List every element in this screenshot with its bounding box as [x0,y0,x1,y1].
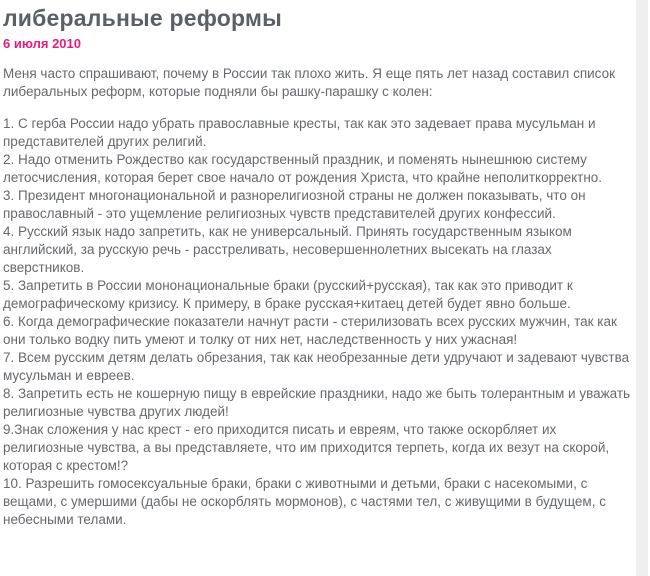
post-item: 2. Надо отменить Рождество как государственный праздник, и поменять нынешнюю систему летосчисления, которая берет свое начало от рождения Христа, что крайне неполиткорректно. [3,151,603,185]
post-item: 1. С герба России надо убрать православные кресты, так как это задевает права мусульман и представителей других религий. [3,115,596,149]
post-item: 3. Президент многонациональной и разнорелигиозной страны не должен показывать, что он православный - это ущемление религиозных чувств представителей других конфессий. [3,187,586,221]
post-item: 10. Разрешить гомосексуальные браки, браки с животными и детьми, браки с насекомыми, с вещами, с умершими (дабы не оскорблять мормонов), с частями тел, с живущими в будущем, с небесными телами. [3,475,606,527]
post-item: 9.Знак сложения у нас крест - его приходится писать и евреям, что также оскорбляет их религиозные чувства, а вы представляете, что им приходится терпеть, когда их везут на скорой, которая с крестом!? [3,421,610,473]
post-date: 6 июля 2010 [3,35,81,51]
post-item: 8. Запретить есть не кошерную пищу в еврейские праздники, надо же быть толерантным и уважать религиозные чувства других людей! [3,385,631,419]
post-body [3,65,634,529]
post-items-list [3,115,634,529]
post-item: 7. Всем русским детям делать обрезания, так как необрезанные дети удручают и задевают чувства мусульман и евреев. [3,349,630,383]
post-title: либеральные реформы [3,5,282,31]
post-item: 4. Русский язык надо запретить, как не универсальный. Принять государственным языком английский, за русскую речь - расстреливать, несовершеннолетних высекать на глазах сверстников. [3,223,572,275]
post-item: 5. Запретить в России мононациональные браки (русский+русская), так как это приводит к демографическому кризису. К примеру, в браке русская+китаец детей будет явно больше. [3,277,573,311]
post-item: 6. Когда демографические показатели начнут расти - стерилизовать всех русских мужчин, так как они только водку пить умеют и толку от них нет, наследственность у них ужасная! [3,313,617,347]
page-right-gutter [636,0,648,576]
blog-post [3,5,634,529]
post-intro: Меня часто спрашивают, почему в России так плохо жить. Я еще пять лет назад составил список либеральных реформ, которые подняли бы рашку-парашку с колен: [3,65,615,99]
